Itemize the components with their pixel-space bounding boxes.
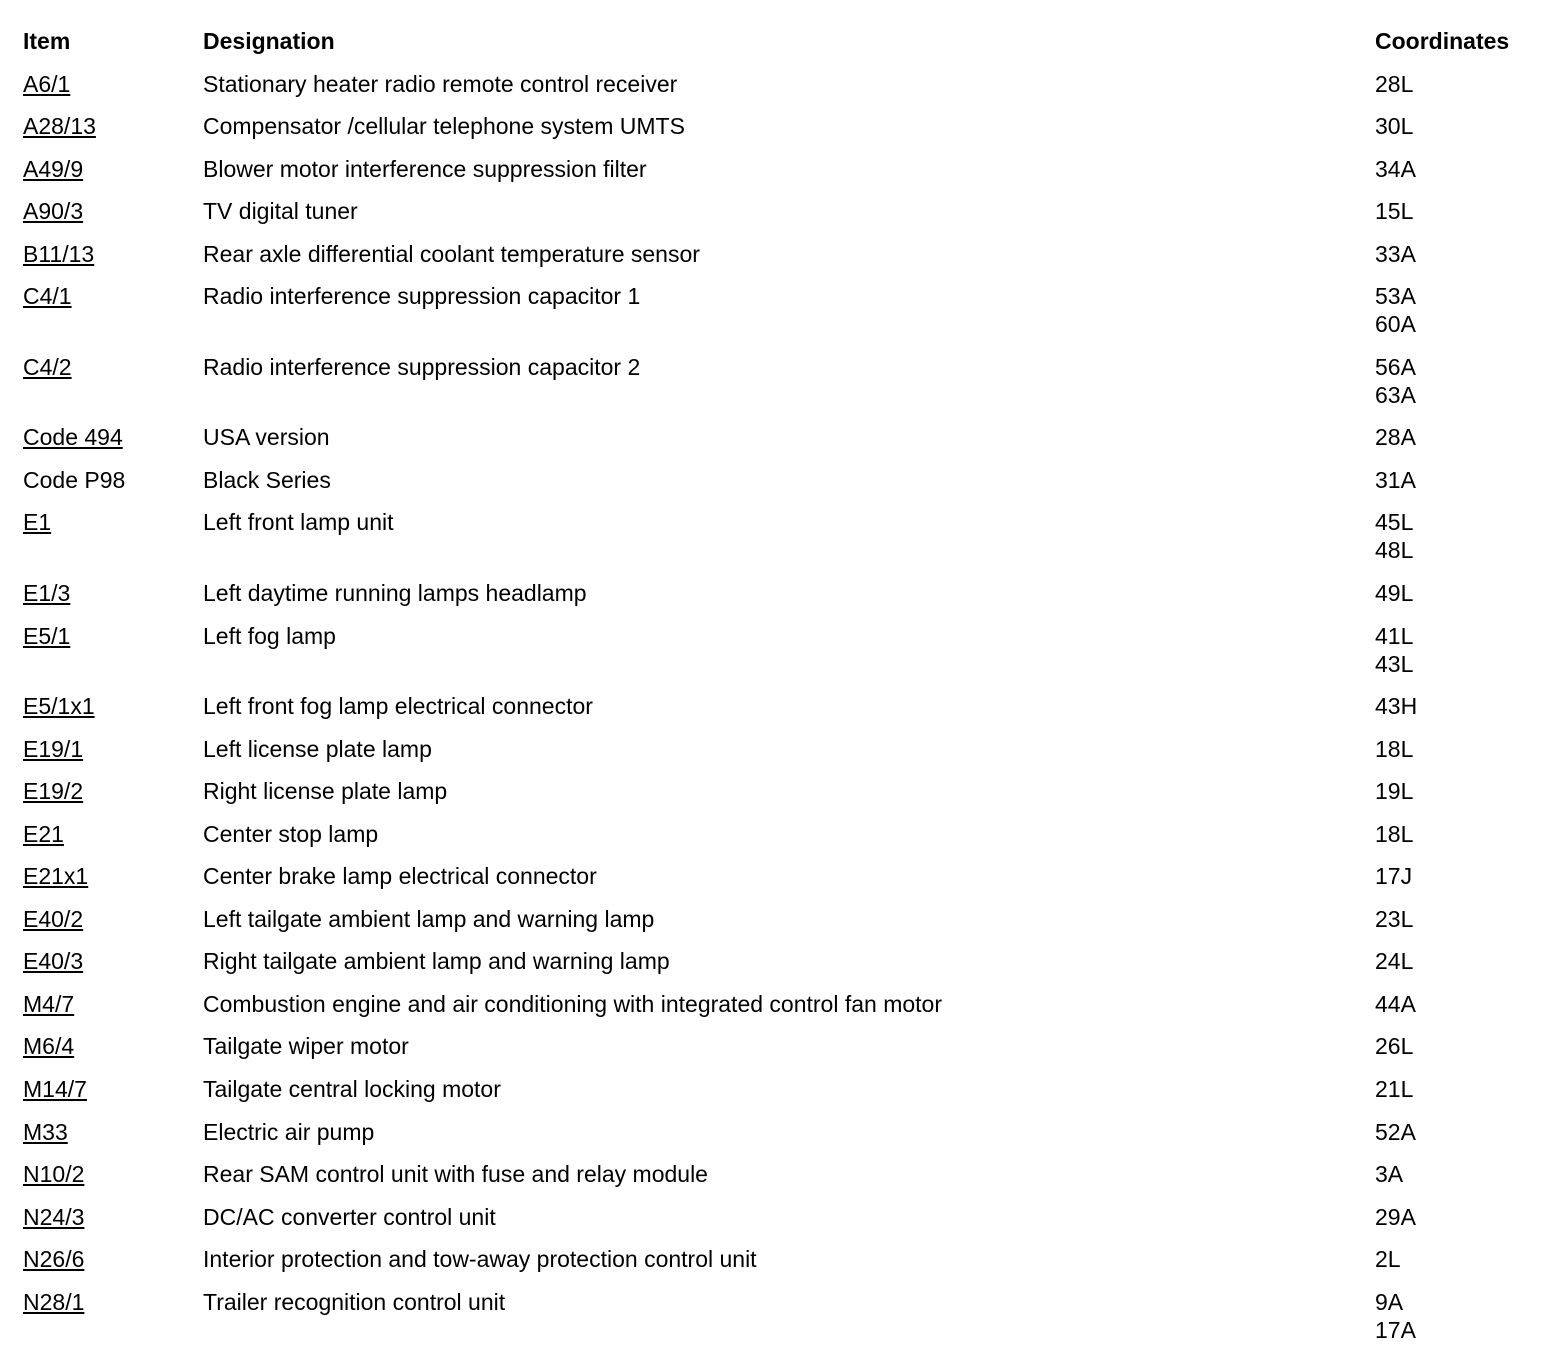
coordinate-value: 53A xyxy=(1375,283,1416,310)
designation-cell: Left fog lamp xyxy=(203,622,336,649)
item-cell xyxy=(23,678,203,721)
coordinate-value: 17A xyxy=(1375,1316,1416,1343)
coordinates-cell xyxy=(1375,451,1553,494)
table-row xyxy=(23,338,1553,409)
item-cell xyxy=(23,140,203,183)
item-cell xyxy=(23,1060,203,1103)
coordinate-value: 43L xyxy=(1375,650,1414,677)
coordinates-cell xyxy=(1375,55,1553,98)
designation-cell: Radio interference suppression capacitor 1 xyxy=(203,283,641,310)
item-link[interactable]: C4/1 xyxy=(23,283,72,310)
item-cell xyxy=(23,805,203,848)
item-cell xyxy=(23,763,203,806)
designation-cell: Combustion engine and air conditioning with integrated control fan motor xyxy=(203,990,942,1017)
item-link[interactable]: A6/1 xyxy=(23,70,71,97)
item-cell xyxy=(23,225,203,268)
coordinate-value: 15L xyxy=(1375,198,1414,225)
designation-cell: TV digital tuner xyxy=(203,198,358,225)
coordinate-value: 49L xyxy=(1375,580,1414,607)
item-cell xyxy=(23,933,203,976)
item-cell xyxy=(23,268,203,339)
coordinates-cell xyxy=(1375,1060,1553,1103)
table-row xyxy=(23,1273,1553,1344)
table-row xyxy=(23,1231,1553,1274)
item-link[interactable]: E5/1 xyxy=(23,622,71,649)
designation-cell: Left tailgate ambient lamp and warning lamp xyxy=(203,905,655,932)
item-cell xyxy=(23,607,203,678)
item-link[interactable]: E21 xyxy=(23,820,64,847)
table-row xyxy=(23,183,1553,226)
designation-cell: Right tailgate ambient lamp and warning lamp xyxy=(203,948,670,975)
table-row xyxy=(23,409,1553,452)
item-cell xyxy=(23,98,203,141)
coordinates-cell xyxy=(1375,338,1553,409)
item-cell xyxy=(23,494,203,565)
item-cell xyxy=(23,720,203,763)
coordinates-cell xyxy=(1375,933,1553,976)
item-cell xyxy=(23,183,203,226)
item-cell xyxy=(23,975,203,1018)
coordinate-value: 44A xyxy=(1375,990,1416,1017)
designation-cell: Rear axle differential coolant temperature sensor xyxy=(203,240,700,267)
designation-cell: Right license plate lamp xyxy=(203,778,448,805)
coordinate-value: 26L xyxy=(1375,1033,1414,1060)
item-cell xyxy=(23,451,203,494)
table-row xyxy=(23,1018,1553,1061)
table-row xyxy=(23,1103,1553,1146)
coordinate-value: 17J xyxy=(1375,863,1413,890)
coordinate-value: 45L xyxy=(1375,509,1414,536)
item-link[interactable]: E5/1x1 xyxy=(23,693,95,720)
table-row xyxy=(23,678,1553,721)
table-row xyxy=(23,1146,1553,1189)
coordinate-value: 29A xyxy=(1375,1203,1416,1230)
item-cell xyxy=(23,1103,203,1146)
item-cell xyxy=(23,890,203,933)
item-link[interactable]: M6/4 xyxy=(23,1033,75,1060)
coordinates-cell xyxy=(1375,805,1553,848)
item-link[interactable]: E19/1 xyxy=(23,735,84,762)
item-link[interactable]: C4/2 xyxy=(23,353,72,380)
item-cell xyxy=(23,409,203,452)
coordinates-cell xyxy=(1375,183,1553,226)
designation-cell: Blower motor interference suppression filter xyxy=(203,155,647,182)
coordinates-cell xyxy=(1375,268,1553,339)
item-link[interactable]: M14/7 xyxy=(23,1076,87,1103)
item-column-header: Item xyxy=(23,28,71,54)
table-row xyxy=(23,975,1553,1018)
table-row xyxy=(23,451,1553,494)
table-row xyxy=(23,720,1553,763)
designation-cell: Interior protection and tow-away protection control unit xyxy=(203,1246,757,1273)
coordinates-cell xyxy=(1375,607,1553,678)
coordinate-value: 24L xyxy=(1375,948,1414,975)
coordinate-value: 41L xyxy=(1375,622,1414,649)
coordinates-cell xyxy=(1375,564,1553,607)
table-row xyxy=(23,848,1553,891)
table-row xyxy=(23,268,1553,339)
coordinate-value: 63A xyxy=(1375,381,1416,408)
item-link[interactable]: N10/2 xyxy=(23,1161,85,1188)
item-cell xyxy=(23,848,203,891)
coordinates-cell xyxy=(1375,975,1553,1018)
coordinates-cell xyxy=(1375,140,1553,183)
item-link[interactable]: E21x1 xyxy=(23,863,89,890)
coordinates-cell xyxy=(1375,1188,1553,1231)
coordinates-cell xyxy=(1375,848,1553,891)
table-row xyxy=(23,140,1553,183)
item-link[interactable]: A28/13 xyxy=(23,113,96,140)
item-link[interactable]: E40/3 xyxy=(23,948,84,975)
item-link[interactable]: B11/13 xyxy=(23,240,95,267)
coordinates-cell xyxy=(1375,678,1553,721)
coordinate-value: 28L xyxy=(1375,70,1414,97)
coordinates-column-header: Coordinates xyxy=(1375,28,1510,54)
designation-cell: Center brake lamp electrical connector xyxy=(203,863,597,890)
item-link[interactable]: M33 xyxy=(23,1118,68,1145)
coordinates-cell xyxy=(1375,225,1553,268)
item-link[interactable]: E1 xyxy=(23,509,52,536)
table-row xyxy=(23,933,1553,976)
designation-cell: Radio interference suppression capacitor 2 xyxy=(203,353,641,380)
coordinates-cell xyxy=(1375,763,1553,806)
designation-cell: USA version xyxy=(203,424,330,451)
designation-cell: Rear SAM control unit with fuse and relay module xyxy=(203,1161,708,1188)
component-legend-table xyxy=(23,27,1553,1344)
designation-cell: Center stop lamp xyxy=(203,820,379,847)
designation-cell: Electric air pump xyxy=(203,1118,375,1145)
coordinates-cell xyxy=(1375,720,1553,763)
table-row xyxy=(23,607,1553,678)
coordinate-value: 21L xyxy=(1375,1076,1414,1103)
designation-cell: Left front lamp unit xyxy=(203,509,394,536)
coordinates-cell xyxy=(1375,1231,1553,1274)
coordinate-value: 23L xyxy=(1375,905,1414,932)
coordinates-cell xyxy=(1375,1018,1553,1061)
coordinates-cell xyxy=(1375,1146,1553,1189)
coordinate-value: 30L xyxy=(1375,113,1414,140)
legend-body xyxy=(23,55,1553,1344)
coordinate-value: 18L xyxy=(1375,820,1414,847)
coordinate-value: 31A xyxy=(1375,466,1416,493)
item-cell xyxy=(23,1146,203,1189)
coordinate-value: 56A xyxy=(1375,353,1416,380)
item-cell xyxy=(23,338,203,409)
coordinates-cell xyxy=(1375,409,1553,452)
item-cell xyxy=(23,55,203,98)
item-label: Code P98 xyxy=(23,466,126,493)
item-link[interactable]: N24/3 xyxy=(23,1203,85,1230)
table-row xyxy=(23,564,1553,607)
designation-column-header: Designation xyxy=(203,28,335,54)
item-link[interactable]: E40/2 xyxy=(23,905,84,932)
item-link[interactable]: M4/7 xyxy=(23,990,75,1017)
coordinate-value: 28A xyxy=(1375,424,1416,451)
table-row xyxy=(23,1060,1553,1103)
coordinate-value: 60A xyxy=(1375,311,1416,338)
designation-cell: Compensator /cellular telephone system UMTS xyxy=(203,113,685,140)
coordinate-value: 52A xyxy=(1375,1118,1416,1145)
coordinates-cell xyxy=(1375,494,1553,565)
designation-cell: Left front fog lamp electrical connector xyxy=(203,693,593,720)
table-row xyxy=(23,225,1553,268)
coordinates-cell xyxy=(1375,1103,1553,1146)
coordinate-value: 48L xyxy=(1375,537,1414,564)
coordinates-cell xyxy=(1375,1273,1553,1344)
item-cell xyxy=(23,1188,203,1231)
designation-cell: Left daytime running lamps headlamp xyxy=(203,580,587,607)
item-link[interactable]: A49/9 xyxy=(23,155,84,182)
item-cell xyxy=(23,564,203,607)
coordinate-value: 2L xyxy=(1375,1246,1401,1273)
coordinate-value: 3A xyxy=(1375,1161,1404,1188)
table-row xyxy=(23,890,1553,933)
header-row xyxy=(23,27,1553,55)
item-link[interactable]: E19/2 xyxy=(23,778,84,805)
designation-cell: Stationary heater radio remote control receiver xyxy=(203,70,678,97)
table-row xyxy=(23,1188,1553,1231)
designation-cell: Left license plate lamp xyxy=(203,735,432,762)
coordinate-value: 43H xyxy=(1375,693,1418,720)
coordinate-value: 18L xyxy=(1375,735,1414,762)
coordinates-cell xyxy=(1375,98,1553,141)
item-link[interactable]: Code 494 xyxy=(23,424,123,451)
designation-cell: Tailgate wiper motor xyxy=(203,1033,409,1060)
table-row xyxy=(23,98,1553,141)
item-link[interactable]: N26/6 xyxy=(23,1246,85,1273)
item-link[interactable]: N28/1 xyxy=(23,1288,85,1315)
designation-cell: DC/AC converter control unit xyxy=(203,1203,496,1230)
designation-cell: Black Series xyxy=(203,466,331,493)
coordinates-cell xyxy=(1375,890,1553,933)
coordinate-value: 34A xyxy=(1375,155,1416,182)
item-link[interactable]: E1/3 xyxy=(23,580,71,607)
item-cell xyxy=(23,1231,203,1274)
table-row xyxy=(23,805,1553,848)
table-row xyxy=(23,55,1553,98)
designation-cell: Tailgate central locking motor xyxy=(203,1076,501,1103)
item-link[interactable]: A90/3 xyxy=(23,198,84,225)
item-cell xyxy=(23,1018,203,1061)
coordinate-value: 19L xyxy=(1375,778,1414,805)
designation-cell: Trailer recognition control unit xyxy=(203,1288,506,1315)
coordinate-value: 33A xyxy=(1375,240,1416,267)
table-row xyxy=(23,763,1553,806)
item-cell xyxy=(23,1273,203,1344)
coordinate-value: 9A xyxy=(1375,1288,1404,1315)
table-row xyxy=(23,494,1553,565)
